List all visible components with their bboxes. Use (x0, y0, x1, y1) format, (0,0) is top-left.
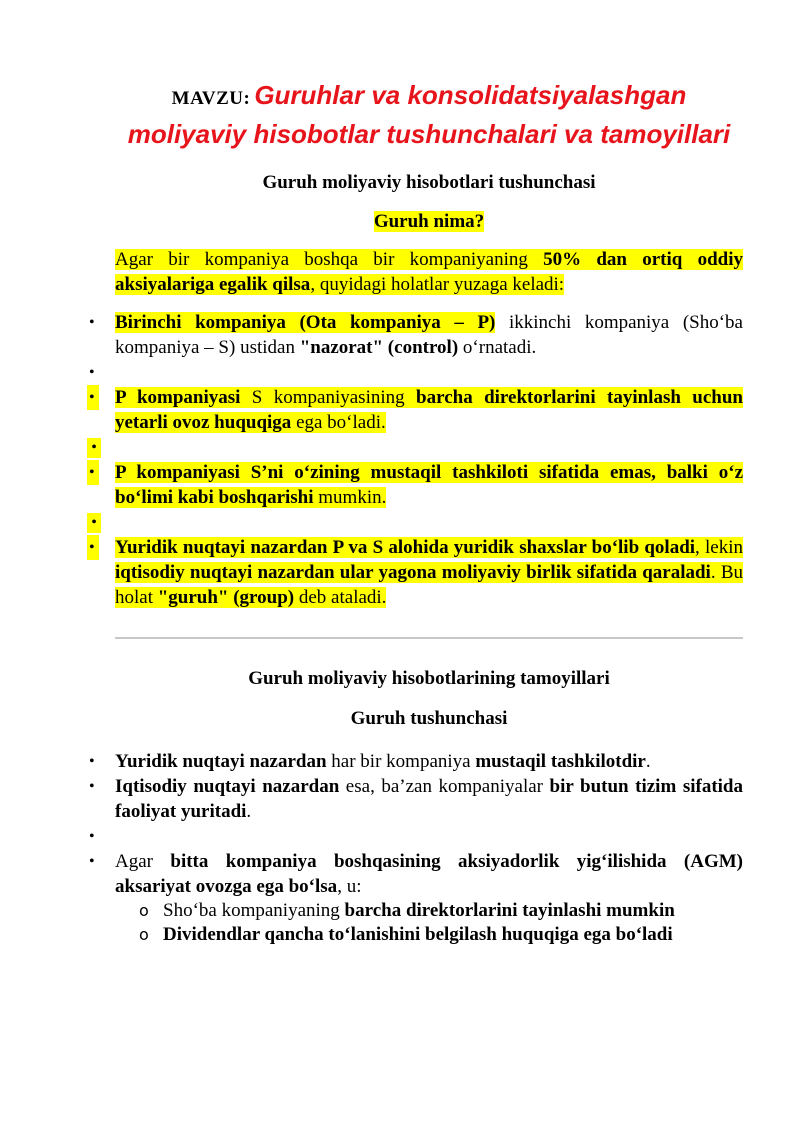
sub-bullet-text: Sho‘ba kompaniyaning (163, 900, 345, 921)
list-item (89, 385, 743, 435)
title-label: MAVZU: (171, 88, 251, 109)
bullet-text: ega bo‘ladi. (291, 412, 386, 433)
section1-heading-text: Guruh moliyaviy hisobotlari tushunchasi (262, 172, 596, 193)
bullet-icon: • (87, 438, 101, 458)
bullet-text: , u: (337, 876, 362, 897)
bullet-text: . Bu holat (115, 562, 743, 608)
list-item (89, 774, 743, 824)
sub-list-item (139, 899, 743, 923)
bullet-bold: bir butun tizim sifatida faoliyat yuritadi (115, 776, 743, 822)
title-line-1: Guruhlar va konsolidatsiyalashgan (254, 80, 687, 110)
intro-bold: 50% dan ortiq oddiy aksiyalariga egalik qilsa (115, 249, 743, 295)
bullet-bold: "guruh" (group) (157, 587, 295, 608)
bullet-bold: P kompaniyasi S’ni o‘zining mustaqil tashkiloti sifatida emas, balki o‘z bo‘limi kabi boshqarishi (115, 462, 743, 508)
list-item (89, 310, 743, 360)
document-title (115, 78, 743, 156)
bullet-text: ikkinchi kompaniya (Sho‘ba kompaniya – S) ustidan (115, 312, 743, 358)
section1-bullet-list (89, 310, 743, 610)
bullet-text: Agar (115, 851, 171, 872)
section2-bullet-list (89, 749, 744, 947)
list-item-empty (89, 824, 743, 849)
bullet-bold: Yuridik nuqtayi nazardan (115, 751, 327, 772)
bullet-icon: • (89, 364, 95, 381)
document-page (89, 78, 744, 947)
list-item (89, 460, 743, 510)
list-item (89, 749, 743, 774)
section1-heading (115, 172, 743, 194)
horizontal-divider (115, 637, 743, 639)
bullet-icon: • (87, 385, 99, 410)
bullet-text: deb ataladi. (294, 587, 387, 608)
bullet-bold: P kompaniyasi (115, 387, 241, 408)
bullet-text: esa, ba’zan kompaniyalar (339, 776, 550, 797)
sub-list-item (139, 923, 743, 947)
list-item (89, 849, 744, 947)
section2-heading-text: Guruh moliyaviy hisobotlarining tamoyillari (248, 668, 610, 689)
bullet-bold: Birinchi kompaniya (Ota kompaniya – P) (115, 312, 496, 333)
bullet-icon: • (89, 753, 95, 770)
list-item-empty (89, 360, 743, 385)
bullet-bold: Iqtisodiy nuqtayi nazardan (115, 776, 340, 797)
sub-bullet-bold: barcha direktorlarini tayinlashi mumkin (344, 900, 675, 921)
sub-bullet-bold: Dividendlar qancha to‘lanishini belgilash huquqiga ega bo‘ladi (163, 924, 673, 945)
list-item-empty (91, 510, 743, 535)
bullet-bold: Yuridik nuqtayi nazardan P va S alohida yuridik shaxslar bo‘lib qoladi (115, 537, 696, 558)
bullet-icon: • (89, 314, 95, 331)
bullet-text: o‘rnatadi. (458, 337, 537, 358)
bullet-icon: • (87, 460, 99, 485)
bullet-text: mumkin. (313, 487, 387, 508)
bullet-icon: • (89, 778, 95, 795)
bullet-bold: barcha direktorlarini tayinlash uchun yetarli ovoz huquqiga (115, 387, 743, 433)
section2-heading (115, 668, 743, 690)
bullet-text: . (645, 751, 651, 772)
section1-intro (115, 247, 743, 297)
intro-text: Agar bir kompaniya boshqa bir kompaniyaning (115, 249, 544, 270)
title-line-2: moliyaviy hisobotlar tushunchalari va tamoyillari (127, 119, 731, 149)
circle-bullet-icon: o (139, 925, 149, 944)
bullet-text: . (246, 801, 252, 822)
bullet-bold: mustaqil tashkilotdir (475, 751, 646, 772)
bullet-text: har bir kompaniya (326, 751, 476, 772)
bullet-bold: iqtisodiy nuqtayi nazardan ular yagona moliyaviy birlik sifatida qaraladi (115, 562, 711, 583)
bullet-icon: • (89, 828, 95, 845)
bullet-text: S kompaniyasining (240, 387, 417, 408)
list-item (89, 535, 743, 610)
bullet-icon: • (87, 535, 99, 560)
sub-bullet-list (115, 899, 743, 947)
section2-subheading (115, 708, 743, 730)
bullet-text: , lekin (695, 537, 743, 558)
bullet-bold: bitta kompaniya boshqasining aksiyadorlik yig‘ilishida (AGM) aksariyat ovozga ega bo‘lsa (115, 851, 744, 897)
list-item-empty (91, 435, 743, 460)
bullet-icon: • (87, 513, 101, 533)
section1-subheading-text: Guruh nima? (373, 211, 485, 232)
section1-subheading (115, 211, 743, 233)
section2-subheading-text: Guruh tushunchasi (350, 708, 508, 729)
bullet-icon: • (89, 853, 95, 870)
bullet-bold: "nazorat" (control) (299, 337, 459, 358)
circle-bullet-icon: o (139, 901, 149, 920)
intro-text-end: , quyidagi holatlar yuzaga keladi: (310, 274, 565, 295)
